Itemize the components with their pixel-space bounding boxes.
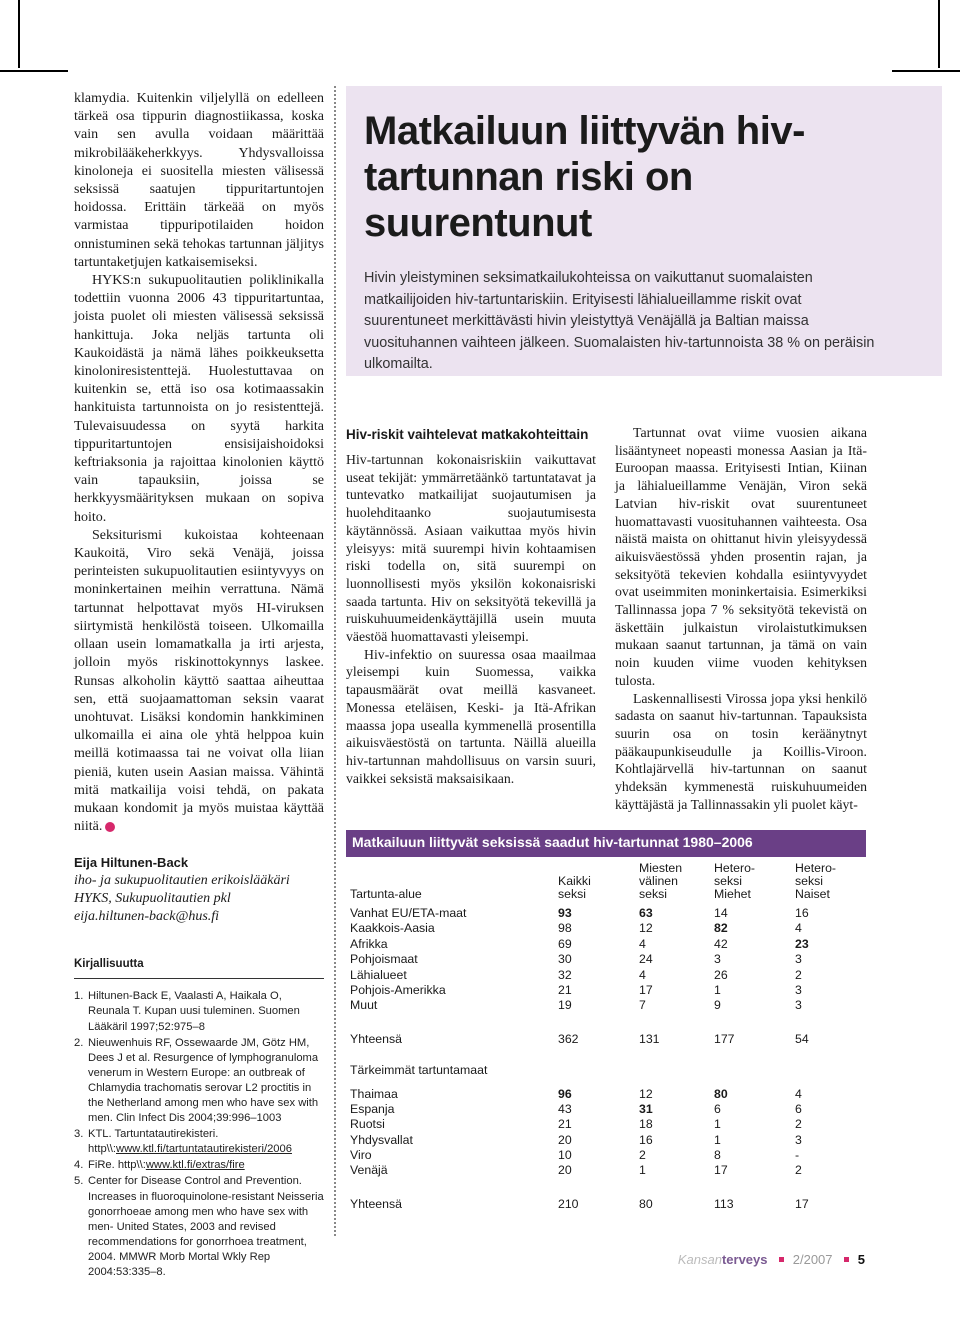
table-group-heading: Tärkeimmät tartuntamaat — [350, 1063, 488, 1078]
table-cell: 20 — [558, 1163, 572, 1178]
table-row — [350, 1087, 864, 1102]
author-email[interactable]: eija.hiltunen-back@hus.fi — [74, 909, 220, 925]
table-total-row: Yhteensä 362 131 177 54 — [350, 1031, 809, 1046]
table-row — [350, 968, 864, 983]
row-label: Afrikka — [350, 936, 388, 951]
author-block — [74, 854, 324, 926]
table-cell: 12 — [639, 921, 653, 936]
square-bullet-icon — [779, 1257, 784, 1262]
row-label: Muut — [350, 998, 378, 1013]
table-row — [350, 983, 864, 998]
table-cell: 14 — [714, 906, 728, 920]
reference-item: 3. KTL. Tartuntatautirekisteri. http\\:www.ktl.fi/tartuntatautirekisteri/2006 — [74, 1128, 292, 1156]
references-heading: Kirjallisuutta — [74, 958, 324, 979]
article-lead: Hivin yleistyminen seksimatkailukohteissa on vaikuttanut suomalaisten matkailijoiden hiv-tartuntariskiin. Erityisesti lähialueillamme riskit ovat suurentuneet merkittävästi hivin yleistyttyä Venäjällä ja Baltian maissa vuosituhannen vaihteen jälkeen. Suomalaisten hiv-tartunnoista 38 % on peräisin ulkomailta. — [364, 270, 875, 373]
reference-item: 2. Nieuwenhuis RF, Ossewaarde JM, Götz HM, Dees J et al. Resurgence of lymphogranuloma venerum in Western Europe: an outbreak of Chlamydia trachomatis serovar L2 proctitis in the Netherland among men who have sex with men. Clin Infect Dis 2004;39:996–1003 — [74, 1036, 319, 1125]
table-cell: 18 — [639, 1117, 653, 1132]
headline-box — [346, 86, 942, 376]
table-cell: 9 — [714, 998, 721, 1013]
table-cell: 3 — [795, 952, 802, 967]
page-footer — [678, 1252, 865, 1267]
table-cell: 16 — [795, 906, 809, 920]
table-cell: 6 — [714, 1101, 721, 1116]
author-name: Eija Hiltunen-Back — [74, 855, 189, 871]
crop-mark — [892, 70, 960, 72]
table-row — [350, 937, 864, 952]
table-row — [350, 1102, 864, 1117]
author-title: iho- ja sukupuolitautien erikoislääkäri — [74, 873, 290, 889]
table-cell: 16 — [639, 1132, 653, 1147]
table-cell: 1 — [639, 1163, 646, 1178]
column-divider — [334, 86, 336, 1236]
reference-link[interactable]: www.ktl.fi/extras/fire — [145, 1159, 245, 1172]
table-cell: 8 — [714, 1148, 721, 1163]
table-row — [350, 952, 864, 967]
square-bullet-icon — [844, 1257, 849, 1262]
table-row — [350, 1148, 864, 1163]
table-cell: 4 — [795, 921, 802, 936]
magazine-name: Kansan — [677, 1252, 722, 1267]
column-header: Tartunta-alue — [350, 887, 422, 901]
table-cell: 12 — [639, 1086, 653, 1101]
end-mark-icon — [105, 822, 115, 832]
table-cell: 32 — [558, 967, 572, 982]
hiv-table — [350, 862, 864, 1212]
table-row — [350, 1117, 864, 1132]
table-spacer — [350, 1047, 864, 1063]
table-cell: 30 — [558, 952, 572, 967]
table-cell: 31 — [639, 1101, 653, 1116]
table-cell: 17 — [639, 982, 653, 997]
table-group — [350, 906, 864, 1014]
column-header: Miesten välinen seksi — [639, 861, 683, 901]
table-cell: 98 — [558, 921, 572, 936]
table-cell: 82 — [714, 921, 728, 936]
crop-mark — [18, 0, 20, 68]
body-paragraph: klamydia. Kuitenkin viljelyllä on edelleen tärkeä osa tippurin diagnostiikassa, koska vain sen avulla voidaan määrittää mikrobilääkeherkkyys. Yhdysvalloissa kinoloneja ei suositella miesten välisessä seksissä saatujen tippuritartuntojen hoidossa. Erittäin tärkeää on myös varmistaa tippuripotilaiden hoidon onnistuminen sekä tehokas tartunnan jäljitys tartuntaketjujen katkaisemiseksi. — [74, 91, 324, 270]
row-label: Espanja — [350, 1101, 395, 1116]
table-cell: 24 — [639, 952, 653, 967]
table-title: Matkailuun liittyvät seksissä saadut hiv-tartunnat 1980–2006 — [346, 830, 866, 857]
table-cell: 3 — [714, 952, 721, 967]
table-cell: 23 — [795, 936, 809, 951]
row-label: Kaakkois-Aasia — [350, 921, 435, 936]
article-title: Matkailuun liittyvän hiv-tartunnan riski on suurentunut — [364, 109, 805, 245]
crop-mark — [938, 0, 940, 68]
table-cell: 4 — [639, 967, 646, 982]
reference-item: 1. Hiltunen-Back E, Vaalasti A, Haikala O, Reunala T. Kupan uusi tuleminen. Suomen Lääkäril 1997;52:975–8 — [74, 990, 300, 1033]
section-subhead: Hiv-riskit vaihtelevat matkakohteittain — [346, 427, 589, 442]
right-column — [615, 424, 867, 813]
row-label: Venäjä — [350, 1163, 388, 1178]
reference-item: 4. FiRe. http\\:www.ktl.fi/extras/fire — [74, 1159, 245, 1172]
row-label: Vanhat EU/ETA-maat — [350, 906, 467, 920]
table-cell: 80 — [714, 1086, 728, 1101]
column-header: Kaikki seksi — [558, 874, 591, 901]
magazine-name: terveys — [721, 1252, 768, 1267]
table-spacer — [350, 1179, 864, 1197]
row-label: Lähialueet — [350, 967, 407, 982]
table-cell: 1 — [714, 1117, 721, 1132]
table-group — [350, 1087, 864, 1179]
table-cell: 63 — [639, 906, 653, 920]
table-total-row: Yhteensä 210 80 113 17 — [350, 1196, 809, 1211]
table-cell: 26 — [714, 967, 728, 982]
table-cell: 43 — [558, 1101, 572, 1116]
table-cell: 7 — [639, 998, 646, 1013]
row-label: Pohjois-Amerikka — [350, 982, 446, 997]
table-cell: 3 — [795, 982, 802, 997]
table-cell: 1 — [714, 1132, 721, 1147]
body-paragraph: Tartunnat ovat viime vuosien aikana lisääntyneet nopeasti monessa Aasian ja Itä-Euroopan maassa. Erityisesti Intian, Kiinan ja lähialueillamme Venäjän, Viron sekä Latvian hiv-riskit ovat suurentuneet huomattavasti vuosituhannen vaihteesta. Osa näistä maista on ohittanut hivin yleisyydessä aikuisväestössä yhden prosentin rajan, ja seksityötä tekevien kohdalla esiintyvyydet ovat useimmiten moninkertaisia. Esimerkiksi Tallinnassa jopa 7 % seksityötä tekevistä on äskettäin julkaistun virolaistutkimuksen mukaan saanut tartunnan, ja tämä on vain noin kuuden viime vuoden kehityksen tulosta. — [615, 425, 867, 688]
reference-link[interactable]: www.ktl.fi/tartuntatautirekisteri/2006 — [116, 1143, 292, 1156]
table-cell: 96 — [558, 1086, 572, 1101]
crop-mark — [0, 70, 68, 72]
row-label: Yhdysvallat — [350, 1132, 413, 1147]
table-cell: 3 — [795, 998, 802, 1013]
body-paragraph: Seksiturismi kukoistaa kohteenaan Kaukoitä, Viro sekä Venäjä, joissa perinteisten sukupuolitautien esiintyvyys on moninkertainen meihin verrattuna. Nämä tartunnat helpottavat myös HI-viruksen siirtymistä henkilöstä toiseen. Ulkomailla ollaan usein lomamatkalla ja irti arjesta, jolloin myös riskinottokynnys laskee. Runsas alkoholin käyttö saattaa aiheuttaa sen, että suojaamattoman seksin vaarat unohtuvat. Lisäksi kondomin hankkiminen ulkomailla ei aina ole yhtä helppoa kuin meillä kotimaassa tai ne voivat olla liian pieniä, kuten usein Aasian maissa. Vähintä mitä matkailija voisi tehdä, on pakata mukaan kondomit ja myös muistaa käyttää niitä. — [74, 527, 324, 835]
table-cell: 20 — [558, 1132, 572, 1147]
row-label: Thaimaa — [350, 1086, 398, 1101]
issue-number: 2/2007 — [792, 1252, 833, 1267]
row-label: Ruotsi — [350, 1117, 385, 1132]
table-cell: 4 — [639, 936, 646, 951]
table-cell: 3 — [795, 1132, 802, 1147]
table-cell: 2 — [795, 1117, 802, 1132]
page-number: 5 — [857, 1252, 865, 1267]
table-cell: 2 — [795, 1163, 802, 1178]
table-header-row — [350, 862, 864, 906]
table-cell: 42 — [714, 936, 728, 951]
table-cell: 10 — [558, 1148, 572, 1163]
table-cell: 21 — [558, 982, 572, 997]
author-affiliation: HYKS, Sukupuolitautien pkl — [74, 891, 231, 907]
middle-column — [346, 426, 596, 787]
table-row — [350, 998, 864, 1013]
body-paragraph: HYKS:n sukupuolitautien poliklinikalla todettiin vuonna 2006 43 tippuritartuntaa, joista puolet oli miesten välisessä seksissä hankittuja. Joka neljäs tartunta oli Kaukoidästä ja nämä lähes poikkeuksetta kinoloniresistenttejä. Huolestuttavaa on kuitenkin se, että iso osa kotimaassakin hankituista tartunnoista on jo resistenttejä. Tulevaisuudessa on syytä harkita tippuritartuntojen ensisijaishoidoksi keftriaksonia ja rajoittaa kinolonien käyttö vain tapauksiin, joissa se herkkyysmäärityksen mukaan on sopiva hoito. — [74, 273, 324, 525]
table-cell: 93 — [558, 906, 572, 920]
column-header: Hetero- seksi Naiset — [795, 861, 837, 901]
table-spacer — [350, 1014, 864, 1032]
table-cell: 1 — [714, 982, 721, 997]
row-label: Viro — [350, 1148, 372, 1163]
table-cell: 69 — [558, 936, 572, 951]
table-cell: 2 — [639, 1148, 646, 1163]
references-list — [74, 989, 324, 1280]
table-cell: 6 — [795, 1101, 802, 1116]
reference-item: 5. Center for Disease Control and Prevention. Increases in fluoroquinolone-resistant Neisseria gonorrhoeae among men who have sex with men- United States, 2003 and revised recommendations for gonorrhoea treatment, 2004. MMWR Morb Mortal Wkly Rep 2004:53:335–8. — [74, 1175, 324, 1279]
table-row — [350, 1133, 864, 1148]
table-cell: 21 — [558, 1117, 572, 1132]
table-cell: 2 — [795, 967, 802, 982]
row-label: Pohjoismaat — [350, 952, 418, 967]
table-cell: 4 — [795, 1086, 802, 1101]
table-row — [350, 1163, 864, 1178]
table-row — [350, 906, 864, 921]
column-header: Hetero- seksi Miehet — [714, 861, 756, 901]
table-spacer — [350, 1079, 864, 1087]
body-paragraph: Hiv-infektio on suuressa osaa maailmaa yleisempi kuin Suomessa, vaikka tapausmäärät ovat meillä kasvaneet. Monessa eteläisen, Keski- ja Itä-Afrikan maassa jopa usealla kymmenellä prosentilla aikuisväestöstä on tartunta. Näillä alueilla hiv-tartunnan mahdollisuus on varsin suuri, vaikkei seksistä maksaisikaan. — [346, 646, 596, 786]
table-cell: 17 — [714, 1163, 728, 1178]
body-paragraph: Hiv-tartunnan kokonaisriskiin vaikuttavat useat tekijät: ymmärretäänkö tartuntatavat ja tuntevatko matkailijat suojautumisen ja huolehditaanko suojautumisesta käytännössä. Asiaan vaikuttaa myös hivin yleisyys: mitä suurempi hivin kohtaamisen riski todella on, sitä suurempi on luonnollisesti myös yksilön kokonaisriski saada tartunta. Hiv on seksityötä tekevillä ja ruiskuhuumeidenkäyttäjillä usein muuta väestöä huomattavasti yleisempi. — [346, 452, 596, 645]
table-cell: - — [795, 1148, 800, 1163]
body-paragraph: Laskennallisesti Virossa jopa yksi henkilö sadasta on saanut hiv-tartunnan. Tapauksista suurin osa on tosin keräänytnyt pääkaupunkiseudulle ja Koillis-Viroon. Kohtlajärvellä hiv-tartunnan on saanut yhdeksän kymmenestä ruiskuhuumeiden käyttäjästä ja Tallinnassakin yli puolet käyt- — [615, 690, 867, 812]
left-column — [74, 90, 324, 1281]
table-cell: 19 — [558, 998, 572, 1013]
table-row — [350, 921, 864, 936]
